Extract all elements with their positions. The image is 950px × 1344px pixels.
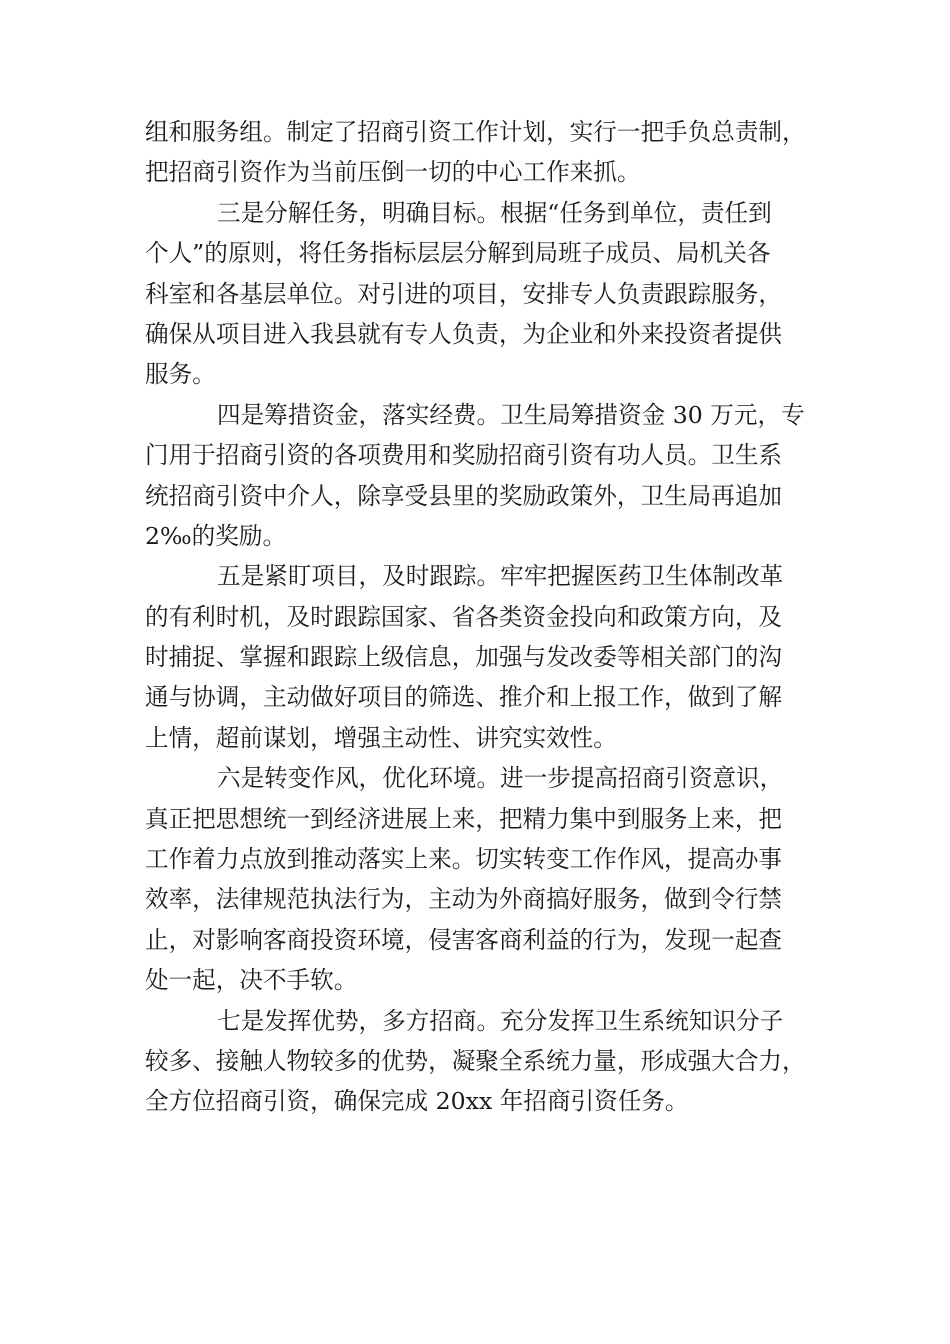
- text-line: 时捕捉、掌握和跟踪上级信息，加强与发改委等相关部门的沟: [145, 643, 783, 672]
- text-line: 门用于招商引资的各项费用和奖励招商引资有功人员。卫生系: [145, 441, 783, 470]
- text-line: 六是转变作风，优化环境。进一步提高招商引资意识，: [217, 764, 784, 793]
- text-line: 较多、接触人物较多的优势，凝聚全系统力量，形成强大合力，: [145, 1046, 806, 1075]
- text-line: 科室和各基层单位。对引进的项目，安排专人负责跟踪服务，: [145, 279, 783, 308]
- paragraph-2: [145, 193, 815, 395]
- text-line: 上情，超前谋划，增强主动性、讲究实效性。: [145, 723, 617, 752]
- text-line: 个人”的原则，将任务指标层层分解到局班子成员、局机关各: [145, 239, 771, 268]
- paragraph-3: [145, 395, 815, 557]
- paragraph-5: [145, 758, 815, 1000]
- text-line: 2‰的奖励。: [145, 521, 287, 550]
- document-body: [145, 112, 815, 1122]
- paragraph-1: [145, 112, 815, 193]
- text-line: 通与协调，主动做好项目的筛选、推介和上报工作，做到了解: [145, 683, 783, 712]
- text-line: 工作着力点放到推动落实上来。切实转变工作作风，提高办事: [145, 845, 783, 874]
- text-line: 全方位招商引资，确保完成 20xx 年招商引资任务。: [145, 1087, 689, 1116]
- text-line: 统招商引资中介人，除享受县里的奖励政策外，卫生局再追加: [145, 481, 783, 510]
- text-line: 真正把思想统一到经济进展上来，把精力集中到服务上来，把: [145, 804, 783, 833]
- text-line: 七是发挥优势，多方招商。充分发挥卫生系统知识分子: [217, 1006, 784, 1035]
- text-line: 五是紧盯项目，及时跟踪。牢牢把握医药卫生体制改革: [217, 562, 784, 591]
- text-line: 三是分解任务，明确目标。根据“任务到单位，责任到: [217, 198, 772, 227]
- text-line: 把招商引资作为当前压倒一切的中心工作来抓。: [145, 158, 641, 187]
- paragraph-6: [145, 1001, 815, 1122]
- text-line: 四是筹措资金，落实经费。卫生局筹措资金 30 万元，专: [217, 400, 805, 429]
- text-line: 效率，法律规范执法行为，主动为外商搞好服务，做到令行禁: [145, 885, 783, 914]
- text-line: 处一起，决不手软。: [145, 966, 358, 995]
- text-line: 服务。: [145, 360, 216, 389]
- text-line: 的有利时机，及时跟踪国家、省各类资金投向和政策方向，及: [145, 602, 783, 631]
- text-line: 组和服务组。制定了招商引资工作计划，实行一把手负总责制，: [145, 118, 806, 146]
- text-line: 确保从项目进入我县就有专人负责，为企业和外来投资者提供: [145, 319, 783, 348]
- paragraph-4: [145, 556, 815, 758]
- text-line: 止，对影响客商投资环境，侵害客商利益的行为，发现一起查: [145, 925, 783, 954]
